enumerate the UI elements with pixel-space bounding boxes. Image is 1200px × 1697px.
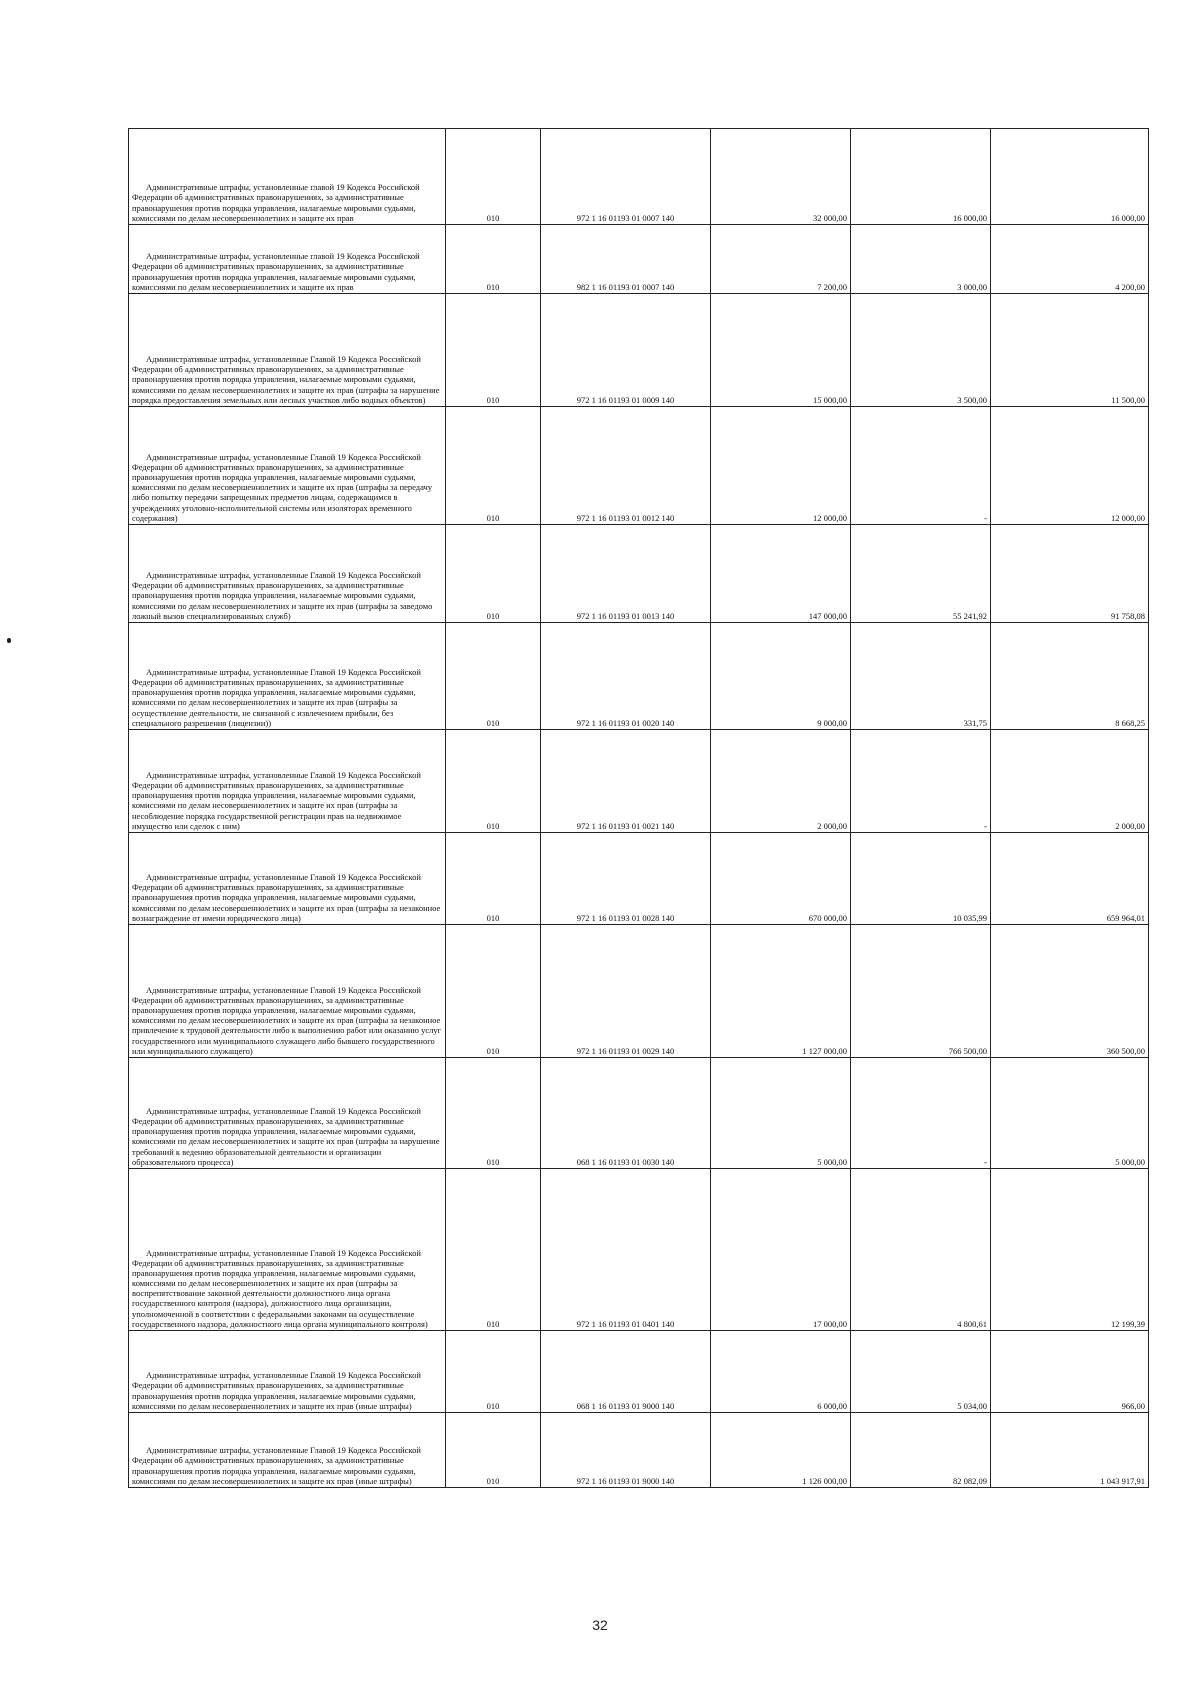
row-executed-cell: 5 034,00 — [851, 1331, 991, 1413]
row-approved-cell: 6 000,00 — [711, 1331, 851, 1413]
row-executed-cell: 82 082,09 — [851, 1413, 991, 1488]
table-row — [129, 294, 1149, 407]
row-unexecuted-cell: 91 758,08 — [991, 525, 1149, 623]
row-kbk-cell: 972 1 16 01193 01 0020 140 — [541, 623, 711, 730]
row-kbk-cell: 972 1 16 01193 01 0401 140 — [541, 1169, 711, 1331]
table-row — [129, 1058, 1149, 1169]
row-executed-cell: 16 000,00 — [851, 129, 991, 225]
table-row — [129, 225, 1149, 294]
row-code-cell: 010 — [446, 225, 541, 294]
row-executed-cell: 3 500,00 — [851, 294, 991, 407]
table-row — [129, 1413, 1149, 1488]
row-code-cell: 010 — [446, 1058, 541, 1169]
row-name-cell: Административные штрафы, установленные Главой 19 Кодекса Российской Федерации об административных правонарушениях, за административные правонарушения против порядка управления, налагаемые мировыми судьями, комиссиями по делам несовершеннолетних и защите их прав (штрафы за нарушение требований к ведению образовательной деятельности и организации образовательного процесса) — [129, 1058, 446, 1169]
row-code-cell: 010 — [446, 623, 541, 730]
row-approved-cell: 670 000,00 — [711, 833, 851, 925]
row-unexecuted-cell: 11 500,00 — [991, 294, 1149, 407]
table-row — [129, 129, 1149, 225]
row-kbk-cell: 068 1 16 01193 01 0030 140 — [541, 1058, 711, 1169]
row-name-cell: Административные штрафы, установленные Главой 19 Кодекса Российской Федерации об административных правонарушениях, за административные правонарушения против порядка управления, налагаемые мировыми судьями, комиссиями по делам несовершеннолетних и защите их прав (штрафы за воспрепятствование законной деятельности должностного лица органа государственного контроля (надзора), должностного лица организации, уполномоченной в соответствии с федеральными законами на осуществление государственного надзора, должностного лица органа муниципального контроля) — [129, 1169, 446, 1331]
table-row — [129, 525, 1149, 623]
row-kbk-cell: 068 1 16 01193 01 9000 140 — [541, 1331, 711, 1413]
row-name-cell: Административные штрафы, установленные Главой 19 Кодекса Российской Федерации об административных правонарушениях, за административные правонарушения против порядка управления, налагаемые мировыми судьями, комиссиями по делам несовершеннолетних и защите их прав (иные штрафы) — [129, 1413, 446, 1488]
row-approved-cell: 5 000,00 — [711, 1058, 851, 1169]
row-kbk-cell: 972 1 16 01193 01 0021 140 — [541, 730, 711, 833]
table-row — [129, 1169, 1149, 1331]
row-name-cell: Административные штрафы, установленные Главой 19 Кодекса Российской Федерации об административных правонарушениях, за административные правонарушения против порядка управления, налагаемые мировыми судьями, комиссиями по делам несовершеннолетних и защите их прав (штрафы за заведомо ложный вызов специализированных служб) — [129, 525, 446, 623]
row-executed-cell: - — [851, 730, 991, 833]
row-approved-cell: 15 000,00 — [711, 294, 851, 407]
row-code-cell: 010 — [446, 1413, 541, 1488]
row-approved-cell: 2 000,00 — [711, 730, 851, 833]
row-code-cell: 010 — [446, 1169, 541, 1331]
row-executed-cell: 10 035,99 — [851, 833, 991, 925]
row-name-cell: Административные штрафы, установленные Главой 19 Кодекса Российской Федерации об административных правонарушениях, за административные правонарушения против порядка управления, налагаемые мировыми судьями, комиссиями по делам несовершеннолетних и защите их прав (штрафы за незаконное вознаграждение от имени юридического лица) — [129, 833, 446, 925]
row-code-cell: 010 — [446, 1331, 541, 1413]
row-unexecuted-cell: 659 964,01 — [991, 833, 1149, 925]
row-unexecuted-cell: 12 000,00 — [991, 407, 1149, 525]
row-unexecuted-cell: 5 000,00 — [991, 1058, 1149, 1169]
row-executed-cell: - — [851, 407, 991, 525]
row-code-cell: 010 — [446, 925, 541, 1058]
row-executed-cell: 331,75 — [851, 623, 991, 730]
row-unexecuted-cell: 16 000,00 — [991, 129, 1149, 225]
page-number: 32 — [592, 1617, 608, 1633]
row-kbk-cell: 972 1 16 01193 01 0007 140 — [541, 129, 711, 225]
row-kbk-cell: 972 1 16 01193 01 0012 140 — [541, 407, 711, 525]
row-name-cell: Административные штрафы, установленные Главой 19 Кодекса Российской Федерации об административных правонарушениях, за административные правонарушения против порядка управления, налагаемые мировыми судьями, комиссиями по делам несовершеннолетних и защите их прав (иные штрафы) — [129, 1331, 446, 1413]
row-approved-cell: 12 000,00 — [711, 407, 851, 525]
row-kbk-cell: 972 1 16 01193 01 0029 140 — [541, 925, 711, 1058]
row-unexecuted-cell: 360 500,00 — [991, 925, 1149, 1058]
table-row — [129, 623, 1149, 730]
table-row — [129, 730, 1149, 833]
row-name-cell: Административные штрафы, установленные Главой 19 Кодекса Российской Федерации об административных правонарушениях, за административные правонарушения против порядка управления, налагаемые мировыми судьями, комиссиями по делам несовершеннолетних и защите их прав (штрафы за нарушение порядка предоставления земельных или лесных участков либо водных объектов) — [129, 294, 446, 407]
row-executed-cell: 4 800,61 — [851, 1169, 991, 1331]
row-code-cell: 010 — [446, 833, 541, 925]
row-approved-cell: 9 000,00 — [711, 623, 851, 730]
row-approved-cell: 32 000,00 — [711, 129, 851, 225]
row-approved-cell: 7 200,00 — [711, 225, 851, 294]
row-kbk-cell: 972 1 16 01193 01 0009 140 — [541, 294, 711, 407]
row-unexecuted-cell: 966,00 — [991, 1331, 1149, 1413]
row-kbk-cell: 972 1 16 01193 01 9000 140 — [541, 1413, 711, 1488]
row-executed-cell: - — [851, 1058, 991, 1169]
row-kbk-cell: 982 1 16 01193 01 0007 140 — [541, 225, 711, 294]
row-code-cell: 010 — [446, 129, 541, 225]
row-code-cell: 010 — [446, 294, 541, 407]
income-table-body — [129, 129, 1149, 1488]
row-unexecuted-cell: 8 668,25 — [991, 623, 1149, 730]
table-row — [129, 1331, 1149, 1413]
row-code-cell: 010 — [446, 730, 541, 833]
row-unexecuted-cell: 4 200,00 — [991, 225, 1149, 294]
row-executed-cell: 766 500,00 — [851, 925, 991, 1058]
row-name-cell: Административные штрафы, установленные Главой 19 Кодекса Российской Федерации об административных правонарушениях, за административные правонарушения против порядка управления, налагаемые мировыми судьями, комиссиями по делам несовершеннолетних и защите их прав (штрафы за осуществление деятельности, не связанной с извлечением прибыли, без специального разрешения (лицензии)) — [129, 623, 446, 730]
table-row — [129, 833, 1149, 925]
row-approved-cell: 1 126 000,00 — [711, 1413, 851, 1488]
row-kbk-cell: 972 1 16 01193 01 0028 140 — [541, 833, 711, 925]
row-code-cell: 010 — [446, 407, 541, 525]
table-row — [129, 925, 1149, 1058]
row-unexecuted-cell: 1 043 917,91 — [991, 1413, 1149, 1488]
row-name-cell: Административные штрафы, установленные Главой 19 Кодекса Российской Федерации об административных правонарушениях, за административные правонарушения против порядка управления, налагаемые мировыми судьями, комиссиями по делам несовершеннолетних и защите их прав (штрафы за несоблюдение порядка государственной регистрации прав на недвижимое имущество или сделок с ним) — [129, 730, 446, 833]
row-unexecuted-cell: 12 199,39 — [991, 1169, 1149, 1331]
row-executed-cell: 55 241,92 — [851, 525, 991, 623]
row-approved-cell: 1 127 000,00 — [711, 925, 851, 1058]
row-executed-cell: 3 000,00 — [851, 225, 991, 294]
row-approved-cell: 17 000,00 — [711, 1169, 851, 1331]
scan-artifact-dot — [7, 638, 11, 643]
row-name-cell: Административные штрафы, установленные Главой 19 Кодекса Российской Федерации об административных правонарушениях, за административные правонарушения против порядка управления, налагаемые мировыми судьями, комиссиями по делам несовершеннолетних и защите их прав (штрафы за передачу либо попытку передачи запрещенных предметов лицам, содержащимся в учреждениях уголовно-исполнительной системы или изоляторах временного содержания) — [129, 407, 446, 525]
table-row — [129, 407, 1149, 525]
row-name-cell: Административные штрафы, установленные Главой 19 Кодекса Российской Федерации об административных правонарушениях, за административные правонарушения против порядка управления, налагаемые мировыми судьями, комиссиями по делам несовершеннолетних и защите их прав (штрафы за незаконное привлечение к трудовой деятельности либо к выполнению работ или оказанию услуг государственного или муниципального служащего либо бывшего государственного или муниципального служащего) — [129, 925, 446, 1058]
row-code-cell: 010 — [446, 525, 541, 623]
row-kbk-cell: 972 1 16 01193 01 0013 140 — [541, 525, 711, 623]
row-name-cell: Административные штрафы, установленные главой 19 Кодекса Российской Федерации об административных правонарушениях, за административные правонарушения против порядка управления, налагаемые мировыми судьями, комиссиями по делам несовершеннолетних и защите их прав — [129, 129, 446, 225]
row-approved-cell: 147 000,00 — [711, 525, 851, 623]
income-table — [128, 128, 1149, 1488]
row-name-cell: Административные штрафы, установленные главой 19 Кодекса Российской Федерации об административных правонарушениях, за административные правонарушения против порядка управления, налагаемые мировыми судьями, комиссиями по делам несовершеннолетних и защите их прав — [129, 225, 446, 294]
row-unexecuted-cell: 2 000,00 — [991, 730, 1149, 833]
